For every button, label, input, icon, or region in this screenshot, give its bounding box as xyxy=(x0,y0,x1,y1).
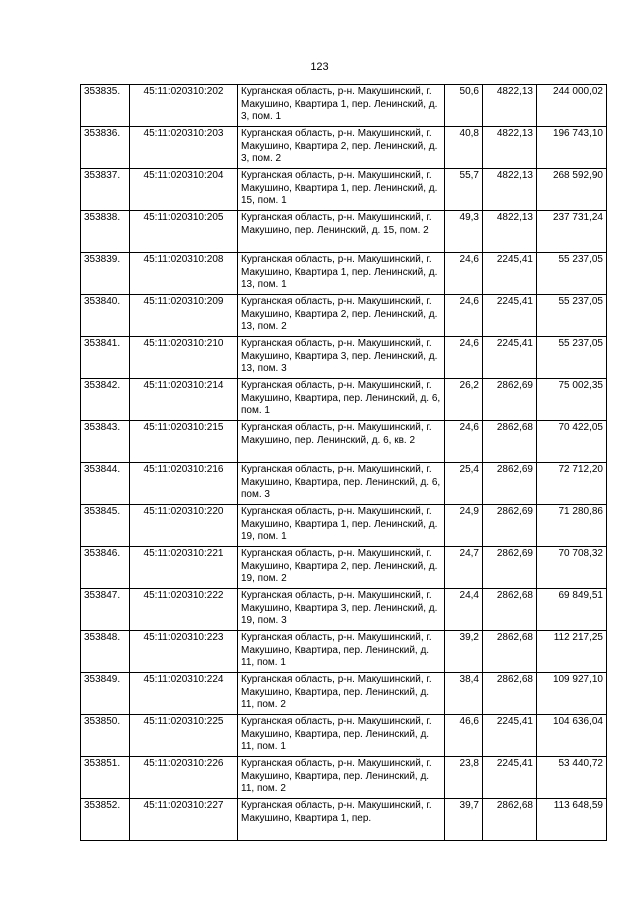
rate-cell: 4822,13 xyxy=(483,127,537,169)
cadastral-number-cell: 45:11:020310:220 xyxy=(130,505,238,547)
cadastral-value-cell: 55 237,05 xyxy=(537,295,607,337)
cadastral-number-cell: 45:11:020310:221 xyxy=(130,547,238,589)
address-cell: Курганская область, р-н. Макушинский, г. Макушино, Квартира, пер. Ленинский, д. 11, пом. 1 xyxy=(238,631,445,673)
cadastral-value-cell: 70 708,32 xyxy=(537,547,607,589)
area-cell: 24,6 xyxy=(445,337,483,379)
table-row xyxy=(81,799,607,841)
rate-cell: 2862,68 xyxy=(483,631,537,673)
area-cell: 24,7 xyxy=(445,547,483,589)
area-cell: 40,8 xyxy=(445,127,483,169)
area-cell: 25,4 xyxy=(445,463,483,505)
area-cell: 23,8 xyxy=(445,757,483,799)
property-register-table xyxy=(80,84,607,841)
record-number-cell: 353848. xyxy=(81,631,130,673)
cadastral-number-cell: 45:11:020310:226 xyxy=(130,757,238,799)
table-row xyxy=(81,505,607,547)
cadastral-value-cell: 70 422,05 xyxy=(537,421,607,463)
area-cell: 46,6 xyxy=(445,715,483,757)
record-number-cell: 353851. xyxy=(81,757,130,799)
record-number-cell: 353847. xyxy=(81,589,130,631)
record-number-cell: 353837. xyxy=(81,169,130,211)
cadastral-number-cell: 45:11:020310:209 xyxy=(130,295,238,337)
cadastral-value-cell: 237 731,24 xyxy=(537,211,607,253)
address-cell: Курганская область, р-н. Макушинский, г. Макушино, Квартира 2, пер. Ленинский, д. 19, пом. 2 xyxy=(238,547,445,589)
record-number-cell: 353849. xyxy=(81,673,130,715)
record-number-cell: 353835. xyxy=(81,85,130,127)
record-number-cell: 353842. xyxy=(81,379,130,421)
rate-cell: 2245,41 xyxy=(483,253,537,295)
area-cell: 38,4 xyxy=(445,673,483,715)
rate-cell: 2245,41 xyxy=(483,295,537,337)
rate-cell: 4822,13 xyxy=(483,169,537,211)
rate-cell: 2862,69 xyxy=(483,463,537,505)
address-cell: Курганская область, р-н. Макушинский, г. Макушино, пер. Ленинский, д. 15, пом. 2 xyxy=(238,211,445,253)
rate-cell: 2862,68 xyxy=(483,799,537,841)
address-cell: Курганская область, р-н. Макушинский, г. Макушино, Квартира 1, пер. Ленинский, д. 13, пом. 1 xyxy=(238,253,445,295)
table-row xyxy=(81,253,607,295)
cadastral-number-cell: 45:11:020310:205 xyxy=(130,211,238,253)
area-cell: 24,6 xyxy=(445,295,483,337)
record-number-cell: 353844. xyxy=(81,463,130,505)
record-number-cell: 353850. xyxy=(81,715,130,757)
cadastral-number-cell: 45:11:020310:225 xyxy=(130,715,238,757)
cadastral-number-cell: 45:11:020310:208 xyxy=(130,253,238,295)
area-cell: 24,9 xyxy=(445,505,483,547)
area-cell: 49,3 xyxy=(445,211,483,253)
cadastral-number-cell: 45:11:020310:203 xyxy=(130,127,238,169)
address-cell: Курганская область, р-н. Макушинский, г. Макушино, Квартира, пер. Ленинский, д. 6, пом. 1 xyxy=(238,379,445,421)
address-cell: Курганская область, р-н. Макушинский, г. Макушино, Квартира 3, пер. Ленинский, д. 13, пом. 3 xyxy=(238,337,445,379)
address-cell: Курганская область, р-н. Макушинский, г. Макушино, Квартира 1, пер. Ленинский, д. 15, пом. 1 xyxy=(238,169,445,211)
cadastral-value-cell: 113 648,59 xyxy=(537,799,607,841)
table-row xyxy=(81,757,607,799)
address-cell: Курганская область, р-н. Макушинский, г. Макушино, Квартира 1, пер. Ленинский, д. 3, пом. 1 xyxy=(238,85,445,127)
table-row xyxy=(81,211,607,253)
table-row xyxy=(81,379,607,421)
address-cell: Курганская область, р-н. Макушинский, г. Макушино, Квартира 2, пер. Ленинский, д. 13, пом. 2 xyxy=(238,295,445,337)
table-row xyxy=(81,337,607,379)
area-cell: 26,2 xyxy=(445,379,483,421)
record-number-cell: 353845. xyxy=(81,505,130,547)
cadastral-value-cell: 53 440,72 xyxy=(537,757,607,799)
table-row xyxy=(81,673,607,715)
record-number-cell: 353843. xyxy=(81,421,130,463)
cadastral-value-cell: 109 927,10 xyxy=(537,673,607,715)
cadastral-value-cell: 112 217,25 xyxy=(537,631,607,673)
area-cell: 55,7 xyxy=(445,169,483,211)
rate-cell: 2245,41 xyxy=(483,715,537,757)
cadastral-number-cell: 45:11:020310:224 xyxy=(130,673,238,715)
address-cell: Курганская область, р-н. Макушинский, г. Макушино, Квартира 1, пер. Ленинский, д. 19, пом. 1 xyxy=(238,505,445,547)
rate-cell: 2862,69 xyxy=(483,505,537,547)
cadastral-number-cell: 45:11:020310:223 xyxy=(130,631,238,673)
rate-cell: 2245,41 xyxy=(483,337,537,379)
cadastral-value-cell: 71 280,86 xyxy=(537,505,607,547)
area-cell: 39,7 xyxy=(445,799,483,841)
cadastral-value-cell: 72 712,20 xyxy=(537,463,607,505)
rate-cell: 2862,69 xyxy=(483,379,537,421)
table-row xyxy=(81,715,607,757)
cadastral-value-cell: 196 743,10 xyxy=(537,127,607,169)
area-cell: 24,6 xyxy=(445,421,483,463)
page-number: 123 xyxy=(310,61,329,73)
address-cell: Курганская область, р-н. Макушинский, г. Макушино, Квартира, пер. Ленинский, д. 11, пом. 2 xyxy=(238,673,445,715)
cadastral-value-cell: 75 002,35 xyxy=(537,379,607,421)
address-cell: Курганская область, р-н. Макушинский, г. Макушино, Квартира 3, пер. Ленинский, д. 19, пом. 3 xyxy=(238,589,445,631)
rate-cell: 4822,13 xyxy=(483,85,537,127)
cadastral-value-cell: 244 000,02 xyxy=(537,85,607,127)
table-row xyxy=(81,295,607,337)
cadastral-number-cell: 45:11:020310:222 xyxy=(130,589,238,631)
cadastral-value-cell: 69 849,51 xyxy=(537,589,607,631)
cadastral-number-cell: 45:11:020310:204 xyxy=(130,169,238,211)
rate-cell: 2862,68 xyxy=(483,421,537,463)
rate-cell: 2862,69 xyxy=(483,547,537,589)
table-row xyxy=(81,547,607,589)
record-number-cell: 353846. xyxy=(81,547,130,589)
table-row xyxy=(81,85,607,127)
address-cell: Курганская область, р-н. Макушинский, г. Макушино, Квартира 2, пер. Ленинский, д. 3, пом. 2 xyxy=(238,127,445,169)
table-row xyxy=(81,169,607,211)
rate-cell: 2862,68 xyxy=(483,673,537,715)
table-row xyxy=(81,631,607,673)
table-row xyxy=(81,463,607,505)
area-cell: 24,6 xyxy=(445,253,483,295)
cadastral-value-cell: 268 592,90 xyxy=(537,169,607,211)
cadastral-number-cell: 45:11:020310:210 xyxy=(130,337,238,379)
address-cell: Курганская область, р-н. Макушинский, г. Макушино, Квартира, пер. Ленинский, д. 11, пом. 1 xyxy=(238,715,445,757)
rate-cell: 4822,13 xyxy=(483,211,537,253)
area-cell: 24,4 xyxy=(445,589,483,631)
cadastral-number-cell: 45:11:020310:215 xyxy=(130,421,238,463)
area-cell: 50,6 xyxy=(445,85,483,127)
cadastral-number-cell: 45:11:020310:216 xyxy=(130,463,238,505)
rate-cell: 2245,41 xyxy=(483,757,537,799)
record-number-cell: 353840. xyxy=(81,295,130,337)
table-row xyxy=(81,421,607,463)
record-number-cell: 353841. xyxy=(81,337,130,379)
record-number-cell: 353836. xyxy=(81,127,130,169)
table-row xyxy=(81,589,607,631)
table-body xyxy=(81,85,607,841)
cadastral-value-cell: 55 237,05 xyxy=(537,337,607,379)
address-cell: Курганская область, р-н. Макушинский, г. Макушино, Квартира, пер. Ленинский, д. 6, пом. 3 xyxy=(238,463,445,505)
cadastral-value-cell: 55 237,05 xyxy=(537,253,607,295)
address-cell: Курганская область, р-н. Макушинский, г. Макушино, Квартира 1, пер. xyxy=(238,799,445,841)
cadastral-value-cell: 104 636,04 xyxy=(537,715,607,757)
table-row xyxy=(81,127,607,169)
cadastral-number-cell: 45:11:020310:202 xyxy=(130,85,238,127)
address-cell: Курганская область, р-н. Макушинский, г. Макушино, Квартира, пер. Ленинский, д. 11, пом. 2 xyxy=(238,757,445,799)
cadastral-number-cell: 45:11:020310:227 xyxy=(130,799,238,841)
record-number-cell: 353852. xyxy=(81,799,130,841)
address-cell: Курганская область, р-н. Макушинский, г. Макушино, пер. Ленинский, д. 6, кв. 2 xyxy=(238,421,445,463)
area-cell: 39,2 xyxy=(445,631,483,673)
cadastral-number-cell: 45:11:020310:214 xyxy=(130,379,238,421)
rate-cell: 2862,68 xyxy=(483,589,537,631)
record-number-cell: 353838. xyxy=(81,211,130,253)
record-number-cell: 353839. xyxy=(81,253,130,295)
